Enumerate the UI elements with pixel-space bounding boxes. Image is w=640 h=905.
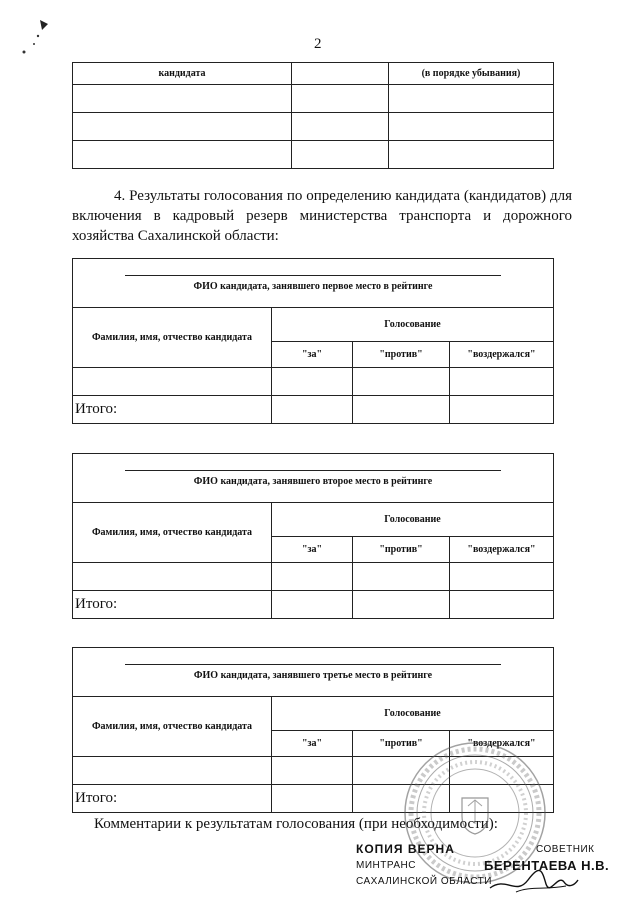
header-candidate: кандидата [73, 63, 292, 85]
table-caption: ФИО кандидата, занявшего второе место в рейтинге [193, 476, 433, 487]
against-header: "против" [353, 342, 450, 368]
header-empty [292, 63, 389, 85]
against-header: "против" [353, 731, 450, 757]
candidates-ranking-table [72, 62, 554, 169]
abstain-header: "воздержался" [450, 731, 554, 757]
name-col-header: Фамилия, имя, отчество кандидата [73, 308, 272, 368]
for-header: "за" [272, 537, 353, 563]
name-line [125, 470, 501, 471]
stamp-org-line1: МИНТРАНС [356, 860, 416, 871]
voting-header: Голосование [272, 308, 554, 342]
stamp-org-line2: САХАЛИНСКОЙ ОБЛАСТИ [356, 876, 492, 887]
name-line [125, 275, 501, 276]
table-caption: ФИО кандидата, занявшего первое место в рейтинге [193, 281, 433, 292]
name-col-header: Фамилия, имя, отчество кандидата [73, 697, 272, 757]
abstain-header: "воздержался" [450, 342, 554, 368]
stamp-signer: БЕРЕНТАЕВА Н.В. [484, 858, 610, 873]
vote-table-second-place [72, 453, 554, 619]
table-caption: ФИО кандидата, занявшего третье место в рейтинге [193, 670, 433, 681]
copy-certified-label: КОПИЯ ВЕРНА [356, 842, 455, 856]
header-order: (в порядке убывания) [389, 63, 554, 85]
voting-header: Голосование [272, 697, 554, 731]
abstain-header: "воздержался" [450, 537, 554, 563]
caption-cell [73, 259, 554, 308]
vote-table-first-place [72, 258, 554, 424]
total-label: Итого: [73, 396, 272, 424]
total-label: Итого: [73, 785, 272, 813]
caption-cell [73, 454, 554, 503]
caption-cell [73, 648, 554, 697]
against-header: "против" [353, 537, 450, 563]
voting-header: Голосование [272, 503, 554, 537]
for-header: "за" [272, 342, 353, 368]
for-header: "за" [272, 731, 353, 757]
name-line [125, 664, 501, 665]
signature-icon [486, 866, 582, 900]
total-label: Итого: [73, 591, 272, 619]
margin-marks [18, 14, 58, 64]
stamp-position: СОВЕТНИК [536, 844, 595, 855]
comments-label: Комментарии к результатам голосования (при необходимости): [94, 816, 498, 832]
name-col-header: Фамилия, имя, отчество кандидата [73, 503, 272, 563]
section-4-text: 4. Результаты голосования по определению кандидата (кандидатов) для включения в кадровый резерв министерства транспорта и дорожного хозяйства Сахалинской области: [72, 188, 572, 244]
page-number: 2 [314, 36, 322, 52]
